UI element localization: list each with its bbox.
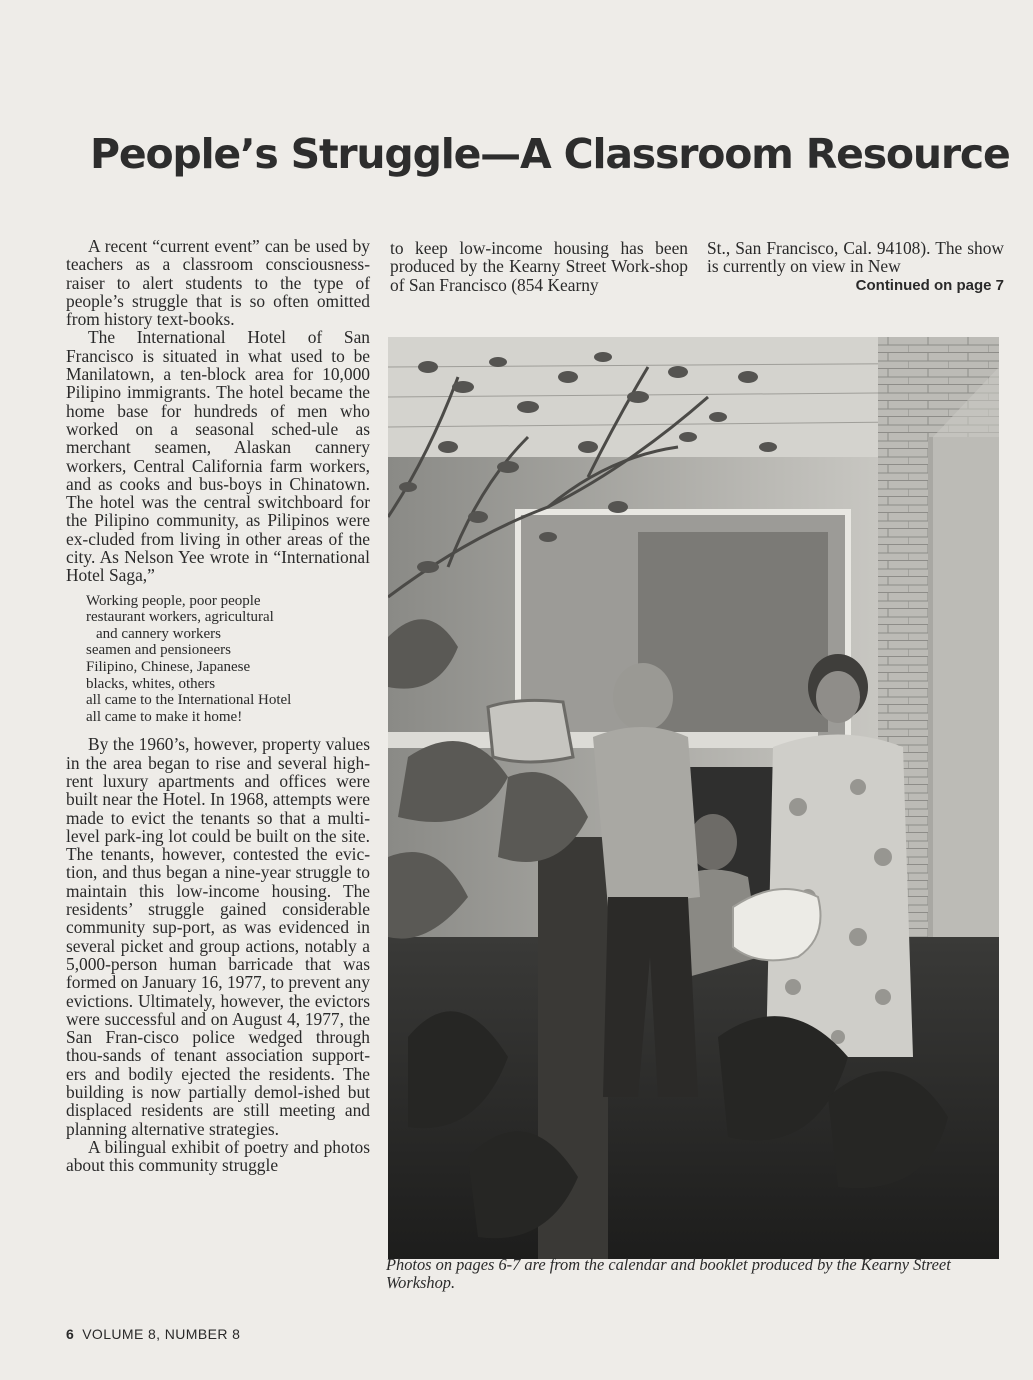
issue-label: VOLUME 8, NUMBER 8 [82,1326,241,1342]
continued-jump-line: Continued on page 7 [855,276,1004,294]
photo-caption: Photos on pages 6-7 are from the calendar and booklet produced by the Kearny Street Workshop. [386,1255,951,1292]
paragraph-eviction-struggle: By the 1960’s, however, property values in the area began to rise and several high-rent luxury apartments and offices were built near the Hotel. In 1968, attempts were made to evict the tenants so that a multi-level park-ing lot could be built on the site. The tenants, however, contested the evic-tion, and thus began a nine-year struggle to maintain this low-income housing. The residents’ struggle gained considerable community sup-port, as was evidenced in several picket and group actions, notably a 5,000-person human barricade that was formed on January 16, 1977, to prevent any evictions. Ultimately, however, the evictors were successful and on August 4, 1977, the San Fran-cisco police wedged through thou-sands of tenant association support-ers and bodily ejected the residents. The building is now partially demol-ished but displaced residents are still meeting and planning alternative strategies. [66,734,370,1139]
photo-residents-gardening [388,337,999,1259]
poem-line: all came to the International Hotel [86,692,292,709]
poem-line: Filipino, Chinese, Japanese [86,659,251,676]
poem-line: all came to make it home! [86,708,243,725]
page-footer [66,1326,240,1342]
paragraph-continuation: to keep low-income housing has been produced by the Kearny Street Work-shop of San Francisco (854 Kearny [390,238,688,295]
poem-line: Working people, poor people [86,592,261,609]
poem-quote [86,593,370,726]
page-number: 6 [66,1326,75,1342]
poem-line: seamen and pensioneers [86,642,231,659]
article-column-left [66,237,370,1175]
poem-line: restaurant workers, agricultural [86,609,274,626]
paragraph-intro: A recent “current event” can be used by teachers as a classroom consciousness-raiser to alert students to the type of people’s struggle that is so often omitted from history text-books. [66,236,370,330]
poem-line: and cannery workers [96,625,221,642]
headline: People’s Struggle—A Classroom Resource [90,130,1010,178]
paragraph-international-hotel: The International Hotel of San Francisco is situated in what used to be Manilatown, a ten-block area for 10,000 Pilipino immigrants. The hotel became the home base for hundreds of men who worked on a seasonal sched-ule as merchant seamen, Alaskan cannery workers, Central California farm workers, and as cooks and bus-boys in Chinatown. The hotel was the central switchboard for the Pilipino community, as Pilipinos were ex-cluded from living in other areas of the city. As Nelson Yee wrote in “International Hotel Saga,” [66,327,370,586]
photo-illustration [388,337,999,1259]
article-column-middle [390,239,688,294]
paragraph-exhibit: A bilingual exhibit of poetry and photos about this community struggle [66,1136,370,1176]
paragraph-continuation-right: St., San Francisco, Cal. 94108). The show is currently on view in New [707,238,1004,277]
article-column-right [707,239,1004,295]
poem-line: blacks, whites, others [86,675,216,692]
